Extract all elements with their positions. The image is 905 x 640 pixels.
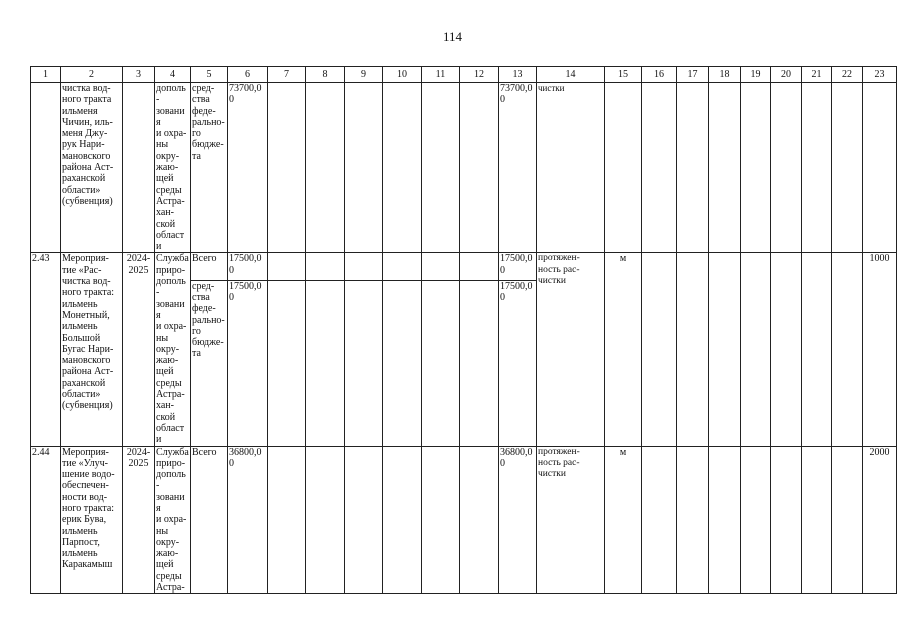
empty-cell bbox=[306, 83, 345, 253]
empty-cell bbox=[863, 83, 897, 253]
column-number-row bbox=[31, 67, 897, 83]
empty-cell bbox=[741, 253, 771, 446]
col-header: 21 bbox=[802, 67, 832, 83]
empty-cell bbox=[460, 83, 499, 253]
col-header: 14 bbox=[537, 67, 605, 83]
col-header: 16 bbox=[642, 67, 677, 83]
empty-cell bbox=[383, 253, 422, 280]
row-number-cell: 2.43 bbox=[31, 253, 61, 446]
amount-cell: 17500,00 bbox=[499, 253, 537, 280]
amount-cell: 73700,00 bbox=[499, 83, 537, 253]
indicator-cell: протяжен- ность рас- чистки bbox=[537, 253, 605, 446]
col-header: 4 bbox=[155, 67, 191, 83]
table-row bbox=[31, 253, 897, 280]
amount-cell: 36800,00 bbox=[499, 446, 537, 594]
empty-cell bbox=[741, 446, 771, 594]
executor-cell: Служба приро- дополь- зования и охра- ны окру- жаю- щей среды Астра- bbox=[156, 446, 189, 594]
table-row bbox=[31, 446, 897, 594]
col-header: 6 bbox=[228, 67, 268, 83]
measures-table bbox=[30, 66, 897, 594]
empty-cell bbox=[345, 280, 383, 446]
empty-cell bbox=[677, 446, 709, 594]
amount-cell: 73700,00 bbox=[228, 83, 268, 253]
empty-cell bbox=[306, 253, 345, 280]
measure-name-cell: Мероприя- тие «Рас- чистка вод- ного тракта: ильмень Монетный, ильмень Большой Бугас Нари- мановского района Аст- раханской области» (субвенция) bbox=[61, 253, 123, 446]
executor-cell: Служба приро- дополь- зования и охра- ны окру- жаю- щей среды Астра- хан- ской области bbox=[156, 253, 189, 446]
col-header: 5 bbox=[191, 67, 228, 83]
empty-cell bbox=[771, 446, 802, 594]
col-header: 18 bbox=[709, 67, 741, 83]
empty-cell bbox=[268, 253, 306, 280]
amount-cell: 17500,00 bbox=[228, 280, 268, 446]
amount-cell: 17500,00 bbox=[499, 280, 537, 446]
col-header: 11 bbox=[422, 67, 460, 83]
empty-cell bbox=[832, 83, 863, 253]
col-header: 15 bbox=[605, 67, 642, 83]
empty-cell bbox=[345, 253, 383, 280]
empty-cell bbox=[709, 83, 741, 253]
col-header: 22 bbox=[832, 67, 863, 83]
empty-cell bbox=[802, 83, 832, 253]
empty-cell bbox=[802, 446, 832, 594]
empty-cell bbox=[771, 253, 802, 446]
table-row bbox=[31, 83, 897, 253]
empty-cell bbox=[422, 83, 460, 253]
empty-cell bbox=[422, 446, 460, 594]
empty-cell bbox=[306, 446, 345, 594]
empty-cell bbox=[460, 446, 499, 594]
executor-cell: дополь- зования и охра- ны окру- жаю- щей среды Астра- хан- ской области bbox=[155, 83, 191, 253]
col-header: 7 bbox=[268, 67, 306, 83]
col-header: 10 bbox=[383, 67, 422, 83]
empty-cell bbox=[802, 253, 832, 446]
funding-source-cell: сред- ства феде- рально- го бюдже- та bbox=[191, 280, 228, 446]
measure-name-cell: чистка вод- ного тракта ильменя Чичин, иль- меня Джу- рук Нари- мановского района Аст- раханской области» (субвенция) bbox=[61, 83, 123, 253]
empty-cell bbox=[741, 83, 771, 253]
period-cell: 2024- 2025 bbox=[123, 253, 155, 446]
unit-cell: м bbox=[605, 446, 642, 594]
empty-cell bbox=[832, 446, 863, 594]
empty-cell bbox=[709, 446, 741, 594]
empty-cell bbox=[677, 83, 709, 253]
empty-cell bbox=[345, 446, 383, 594]
amount-cell: 36800,00 bbox=[228, 446, 268, 594]
empty-cell bbox=[422, 253, 460, 280]
measure-name-cell: Мероприя- тие «Улуч- шение водо- обеспечен- ности вод- ного тракта: ерик Бува, ильмень Парпост, ильмень Каракамыш bbox=[61, 446, 123, 594]
empty-cell bbox=[605, 83, 642, 253]
row-number-cell bbox=[31, 83, 61, 253]
funding-source-cell: Всего bbox=[191, 253, 228, 280]
col-header: 8 bbox=[306, 67, 345, 83]
target-value-cell: 1000 bbox=[863, 253, 897, 446]
empty-cell bbox=[460, 280, 499, 446]
empty-cell bbox=[268, 280, 306, 446]
col-header: 20 bbox=[771, 67, 802, 83]
period-cell bbox=[123, 83, 155, 253]
empty-cell bbox=[383, 280, 422, 446]
col-header: 2 bbox=[61, 67, 123, 83]
empty-cell bbox=[268, 446, 306, 594]
indicator-cell: протяжен- ность рас- чистки bbox=[537, 446, 605, 594]
empty-cell bbox=[642, 253, 677, 446]
empty-cell bbox=[383, 446, 422, 594]
empty-cell bbox=[642, 446, 677, 594]
col-header: 13 bbox=[499, 67, 537, 83]
empty-cell bbox=[677, 253, 709, 446]
page-number: 114 bbox=[442, 29, 463, 44]
unit-cell: м bbox=[605, 253, 642, 446]
empty-cell bbox=[383, 83, 422, 253]
empty-cell bbox=[771, 83, 802, 253]
col-header: 12 bbox=[460, 67, 499, 83]
row-number-cell: 2.44 bbox=[31, 446, 61, 594]
col-header: 1 bbox=[31, 67, 61, 83]
col-header: 3 bbox=[123, 67, 155, 83]
funding-source-cell: Всего bbox=[191, 446, 228, 594]
target-value-cell: 2000 bbox=[863, 446, 897, 594]
col-header: 23 bbox=[863, 67, 897, 83]
col-header: 9 bbox=[345, 67, 383, 83]
col-header: 17 bbox=[677, 67, 709, 83]
empty-cell bbox=[460, 253, 499, 280]
col-header: 19 bbox=[741, 67, 771, 83]
empty-cell bbox=[709, 253, 741, 446]
empty-cell bbox=[422, 280, 460, 446]
amount-cell: 17500,00 bbox=[228, 253, 268, 280]
empty-cell bbox=[345, 83, 383, 253]
empty-cell bbox=[642, 83, 677, 253]
funding-source-cell: сред- ства феде- рально- го бюдже- та bbox=[191, 83, 228, 253]
indicator-cell: чистки bbox=[537, 83, 605, 253]
empty-cell bbox=[306, 280, 345, 446]
empty-cell bbox=[268, 83, 306, 253]
empty-cell bbox=[832, 253, 863, 446]
period-cell: 2024- 2025 bbox=[123, 446, 155, 594]
